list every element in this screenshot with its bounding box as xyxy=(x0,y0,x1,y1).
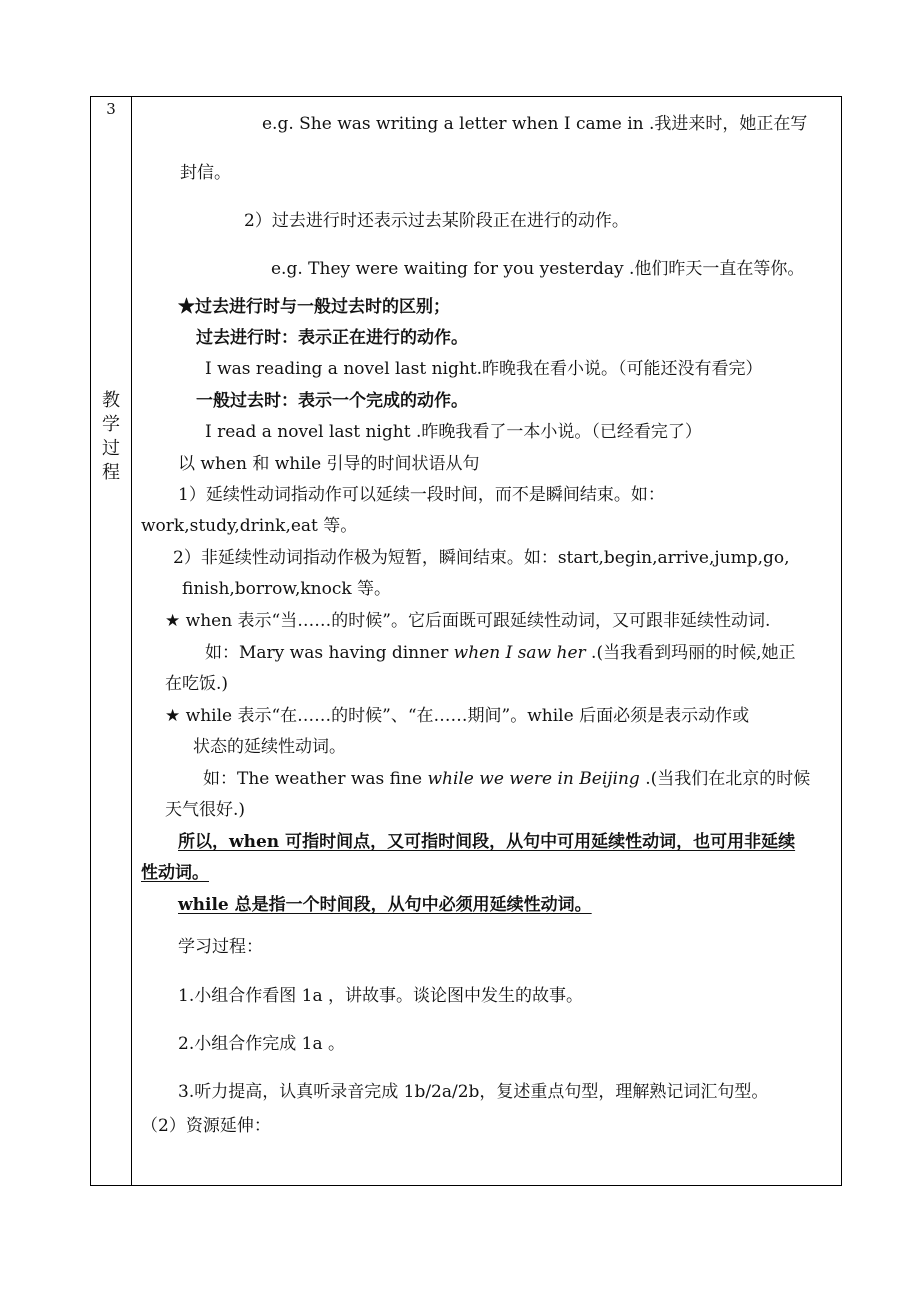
simple-past-example: I read a novel last night .昨晚我看了一本小说。（已经看完了） xyxy=(205,422,702,442)
when-rule: ★ when 表示“当……的时候”。它后面既可跟延续性动词，又可跟非延续性动词. xyxy=(165,611,771,631)
when-example-text-c: .(当我看到玛丽的时候,她正 xyxy=(585,643,796,663)
example-sentence-1: e.g. She was writing a letter when I came in .我进来时，她正在写 xyxy=(262,114,808,134)
when-example-text-a: 如：Mary was having dinner xyxy=(205,643,454,663)
while-example-clause: while we were in Beijing xyxy=(427,769,640,789)
learning-process-heading: 学习过程： xyxy=(178,937,263,957)
difference-heading: ★过去进行时与一般过去时的区别； xyxy=(178,297,450,317)
past-continuous-definition: 过去进行时：表示正在进行的动作。 xyxy=(196,328,468,348)
learning-step-1: 1.小组合作看图 1a ，讲故事。谈论图中发生的故事。 xyxy=(178,986,583,1006)
while-example-cont: 天气很好.) xyxy=(165,800,246,820)
learning-step-3: 3.听力提高，认真听录音完成 1b/2a/2b，复述重点句型，理解熟记词汇句型。 xyxy=(178,1082,769,1102)
while-rule-cont: 状态的延续性动词。 xyxy=(193,737,346,757)
summary-while: while 总是指一个时间段，从句中必须用延续性动词。 xyxy=(178,895,592,915)
row-number: 3 xyxy=(106,100,116,118)
simple-past-definition: 一般过去时：表示一个完成的动作。 xyxy=(196,391,468,411)
side-label-char-2: 学 xyxy=(102,414,120,435)
summary-when-cont: 性动词。 xyxy=(141,863,209,883)
side-label-char-4: 程 xyxy=(102,462,120,483)
learning-step-2: 2.小组合作完成 1a 。 xyxy=(178,1034,345,1054)
resource-extension-heading: （2）资源延伸： xyxy=(141,1116,271,1136)
when-example-clause: when I saw her xyxy=(453,643,586,663)
summary-when: 所以，when 可指时间点，又可指时间段，从句中可用延续性动词，也可用非延续 xyxy=(178,832,796,852)
when-while-heading: 以 when 和 while 引导的时间状语从句 xyxy=(178,454,480,474)
non-durative-verbs-rule: 2）非延续性动词指动作极为短暂，瞬间结束。如：start,begin,arrive,jump,go, xyxy=(173,548,790,568)
while-example-text-c: .(当我们在北京的时候 xyxy=(639,769,811,789)
when-example xyxy=(205,642,796,664)
side-label-char-3: 过 xyxy=(102,438,120,459)
rule-2: 2）过去进行时还表示过去某阶段正在进行的动作。 xyxy=(244,211,629,231)
durative-verbs-list: work,study,drink,eat 等。 xyxy=(141,516,358,536)
while-example-text-a: 如：The weather was fine xyxy=(203,769,428,789)
side-label-char-1: 教 xyxy=(102,390,120,411)
column-divider xyxy=(131,96,132,1186)
when-example-cont: 在吃饭.) xyxy=(165,674,229,694)
while-rule: ★ while 表示“在……的时候”、“在……期间”。while 后面必须是表示动作或 xyxy=(165,706,750,726)
while-example xyxy=(203,768,810,790)
past-continuous-example: I was reading a novel last night.昨晚我在看小说。（可能还没有看完） xyxy=(205,359,763,379)
durative-verbs-rule: 1）延续性动词指动作可以延续一段时间，而不是瞬间结束。如： xyxy=(178,485,665,505)
example-sentence-1-cont: 封信。 xyxy=(180,163,231,183)
example-sentence-2: e.g. They were waiting for you yesterday .他们昨天一直在等你。 xyxy=(271,259,805,279)
non-durative-verbs-list: finish,borrow,knock 等。 xyxy=(182,579,392,599)
